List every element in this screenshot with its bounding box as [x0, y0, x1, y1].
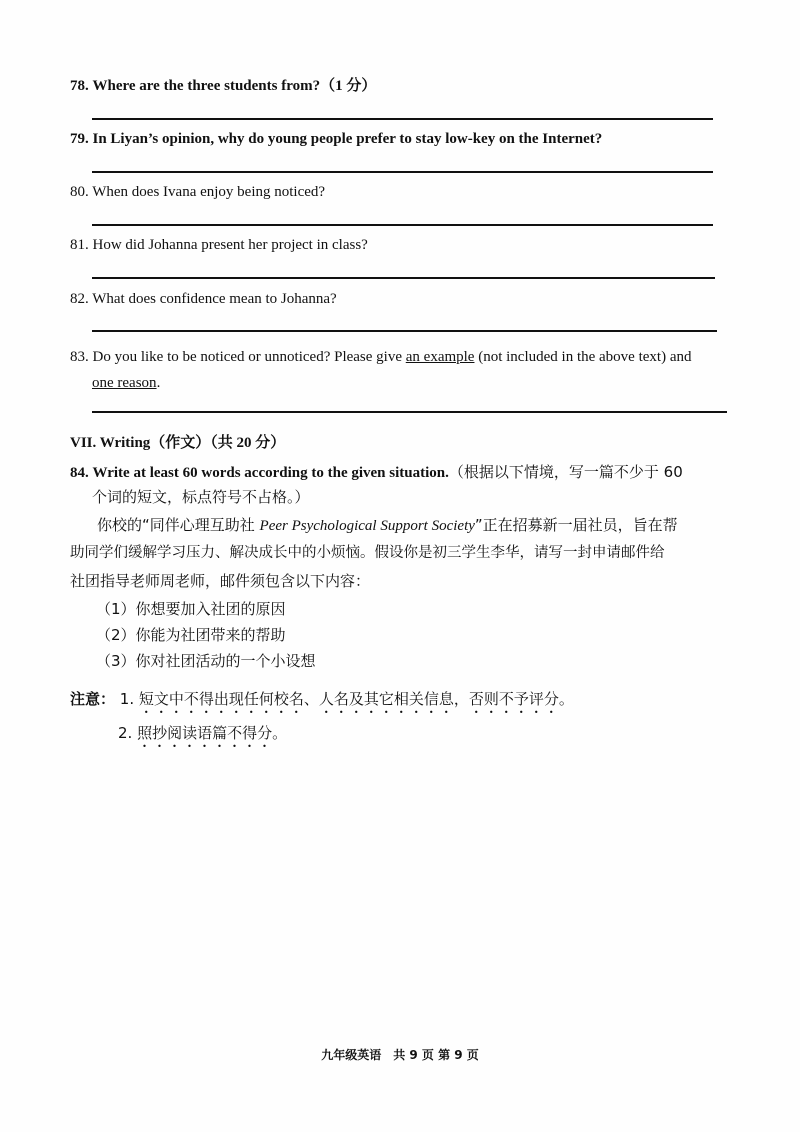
answer-line-83[interactable] [92, 411, 727, 413]
question-80-text: When does Ivana enjoy being noticed? [92, 184, 326, 200]
question-82-text: What does confidence mean to Johanna? [92, 291, 337, 307]
situation-line-1-b: ”正在招募新一届社员，旨在帮 [474, 516, 678, 534]
situation-line-3: 社团指导老师周老师，邮件须包含以下内容： [70, 572, 371, 590]
question-83-text-part1: Do you like to be noticed or unnoticed? Please give [92, 349, 406, 365]
question-82-number: 82. [70, 291, 89, 307]
question-78-text: Where are the three students from?（1 分） [92, 78, 377, 94]
question-80 [70, 182, 730, 202]
question-83-period: . [156, 375, 161, 391]
answer-line-81[interactable] [92, 277, 715, 279]
question-83 [70, 344, 730, 396]
note-2 [118, 720, 287, 751]
question-84 [70, 459, 735, 486]
answer-line-80[interactable] [92, 224, 713, 226]
content-point-3: （3）你对社团活动的一个小设想 [96, 652, 316, 670]
notes-label: 注意： [70, 690, 116, 708]
situation-line-1 [97, 512, 678, 539]
question-79-text: In Liyan’s opinion, why do young people prefer to stay low-key on the Internet? [92, 131, 603, 147]
question-84-cn-line1: （根据以下情境，写一篇不少于 60 [448, 463, 683, 481]
question-83-underlined-reason: one reason [92, 375, 157, 391]
page-footer: 九年级英语 共 9 页 第 9 页 [321, 1048, 479, 1062]
question-79-number: 79. [70, 131, 89, 147]
situation-line-2: 助同学们缓解学习压力、解决成长中的小烦恼。假设你是初三学生李华，请写一封申请邮件给 [70, 545, 665, 561]
answer-line-82[interactable] [92, 330, 717, 332]
question-81-number: 81. [70, 237, 89, 253]
answer-line-79[interactable] [92, 171, 713, 173]
note-1-number: 1. [119, 690, 135, 708]
question-83-number: 83. [70, 349, 89, 365]
content-point-1: （1）你想要加入社团的原因 [96, 600, 286, 618]
section-title-writing: VII. Writing（作文）（共 20 分） [70, 435, 286, 451]
question-80-number: 80. [70, 184, 89, 200]
question-84-cn-line2: 个词的短文，标点符号不占格。） [92, 488, 310, 506]
question-81-text: How did Johanna present her project in class? [92, 237, 368, 253]
content-point-2: （2）你能为社团带来的帮助 [96, 626, 286, 644]
answer-line-78[interactable] [92, 118, 713, 120]
note-2-number: 2. [118, 724, 133, 742]
question-83-underlined-example: an example [405, 349, 475, 365]
question-83-text-part2: (not included in the above text) and [474, 349, 692, 365]
question-78-number: 78. [70, 78, 89, 94]
society-english-name: Peer Psychological Support Society [259, 518, 475, 534]
question-84-number: 84. [70, 465, 89, 481]
question-81 [70, 235, 730, 255]
question-82 [70, 289, 730, 309]
question-79 [70, 129, 730, 149]
situation-line-1-a: 你校的“同伴心理互助社 [97, 516, 260, 534]
note-2-text: 照抄阅读语篇不得分。 [137, 724, 288, 742]
question-84-instruction: Write at least 60 words according to the given situation. [92, 465, 449, 481]
note-1-text: 短文中不得出现任何校名、人名及其它相关信息，否则不予评分。 [138, 690, 574, 708]
question-78 [70, 76, 730, 96]
note-1 [70, 686, 574, 717]
